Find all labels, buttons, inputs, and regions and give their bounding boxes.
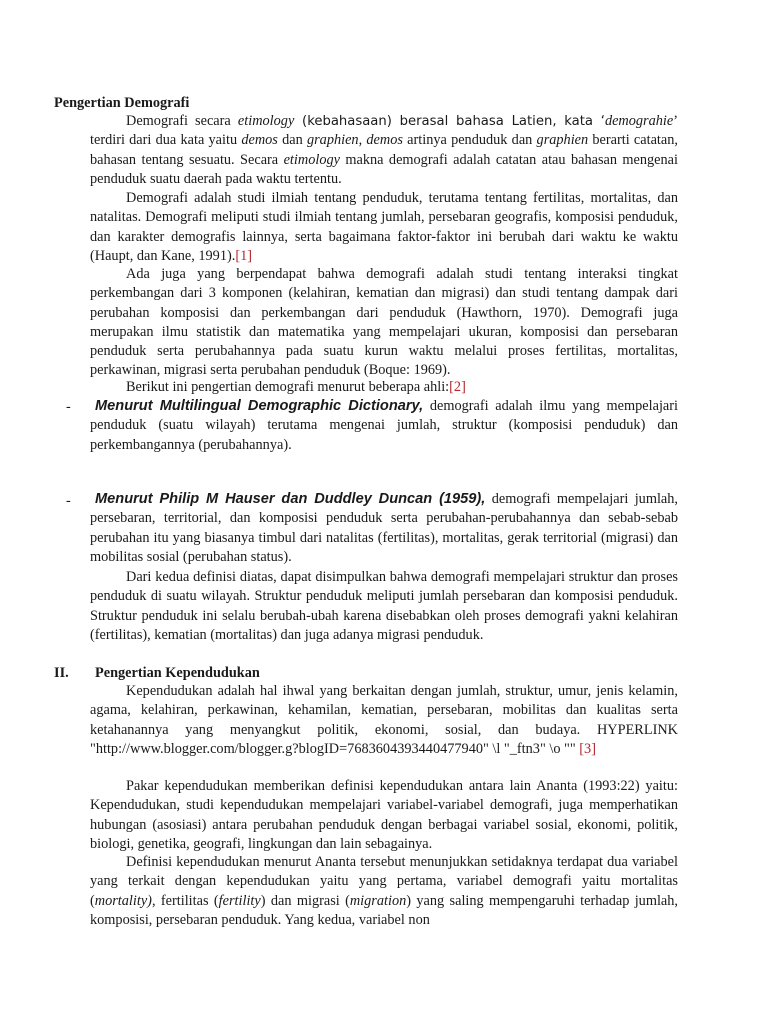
paragraph-ananta: Pakar kependudukan memberikan definisi kependudukan antara lain Ananta (1993:22) yaitu: Kependudukan, studi kependudukan mempelajari variabel-variabel demografi, juga memperhatikan hubungan (asosiasi) antara perubahan penduduk dengan berbagai variabel sosial, ekonomi, politik, biologi, genetika, geografi, lingkungan dan lain sebagainya. bbox=[90, 778, 678, 852]
paragraph-definition: Demografi adalah studi ilmiah tentang penduduk, terutama tentang fertilitas, mortalitas, dan natalitas. Demografi meliputi studi ilmiah tentang jumlah, persebaran geografis, komposisi penduduk, dan karakter demografis lainnya, serta bagaimana faktor-faktor ini berubah dari waktu ke waktu (Haupt, dan Kane, 1991).[1] bbox=[90, 190, 678, 264]
section-heading-kependudukan: Pengertian Kependudukan bbox=[95, 665, 260, 681]
bullet-hauser-duncan: Menurut Philip M Hauser dan Duddley Duncan (1959), demografi mempelajari jumlah, persebaran, territorial, dan komposisi penduduk serta perubahan-perubahannya dan sebab-sebab perubahan itu yang biasanya timbul dari natalitas (fertilitas), mortalitas, gerak territorial (migrasi) dan mobilitas sosial (perubahan status). bbox=[90, 491, 678, 565]
section-heading-demografi: Pengertian Demografi bbox=[54, 95, 190, 111]
footnote-ref-1[interactable]: [1] bbox=[235, 247, 252, 264]
paragraph-variables: Definisi kependudukan menurut Ananta tersebut menunjukkan setidaknya terdapat dua variabel yang terkait dengan kependudukan yaitu yang pertama, variabel demografi yaitu mortalitas (mortality), fertilitas (fertility) dan migrasi (migration) yang saling mempengaruhi terhadap jumlah, komposisi, persebaran penduduk. Yang kedua, variabel non bbox=[90, 854, 678, 928]
paragraph-etimology: Demografi secara etimology (kebahasaan) berasal bahasa Latien, kata ‘demograhie’ terdiri dari dua kata yaitu demos dan graphien, demos artinya penduduk dan graphien berarti catatan, bahasan tentang sesuatu. Secara etimology makna demografi adalah catatan atau bahasan mengenai penduduk suatu daerah pada waktu tertentu. bbox=[90, 113, 678, 187]
bullet-dash: - bbox=[66, 399, 71, 415]
paragraph-experts-intro: Berikut ini pengertian demografi menurut beberapa ahli:[2] bbox=[126, 379, 466, 395]
bullet-dash: - bbox=[66, 493, 71, 509]
footnote-ref-3[interactable]: [3] bbox=[579, 740, 596, 757]
bullet-multilingual-dictionary: Menurut Multilingual Demographic Dictionary, demografi adalah ilmu yang mempelajari penduduk (suatu wilayah) terutama mengenai jumlah, struktur (komposisi penduduk) dan perkembangannya (perubahannya). bbox=[90, 398, 678, 453]
footnote-ref-2[interactable]: [2] bbox=[449, 379, 466, 395]
paragraph-kependudukan: Kependudukan adalah hal ihwal yang berkaitan dengan jumlah, struktur, umur, jenis kelamin, agama, kelahiran, perkawinan, kehamilan, kematian, persebaran, mobilitas dan kualitas serta ketahanannya yang menyangkut politik, ekonomi, sosial, dan budaya. HYPERLINK "http://www.blogger.com/blogger.g?blogID=7683604393440477940" \l "_ftn3" \o "" [3] bbox=[90, 683, 678, 757]
section-number: II. bbox=[54, 665, 69, 681]
paragraph-interaction: Ada juga yang berpendapat bahwa demografi adalah studi tentang interaksi tingkat perkembangan dari 3 komponen (kelahiran, kematian dan migrasi) dan studi tentang dampak dari perubahan komposisi dan perkembangan dari penduduk (Hawthorn, 1970). Demografi juga merupakan ilmu statistik dan matematika yang mempelajari ukuran, komposisi dan persebaran penduduk serta perubahannya pada suatu kurun waktu melalui proses fertilitas, mortalitas, perkawinan, migrasi serta perubahan penduduk (Boque: 1969). bbox=[90, 266, 678, 379]
paragraph-conclusion: Dari kedua definisi diatas, dapat disimpulkan bahwa demografi mempelajari struktur dan proses penduduk di suatu wilayah. Struktur penduduk meliputi jumlah persebaran dan komposisi penduduk. Struktur penduduk ini selalu berubah-ubah karena disebabkan oleh proses demografi yakni kelahiran (fertilitas), kematian (mortalitas) dan juga adanya migrasi penduduk. bbox=[90, 569, 678, 643]
